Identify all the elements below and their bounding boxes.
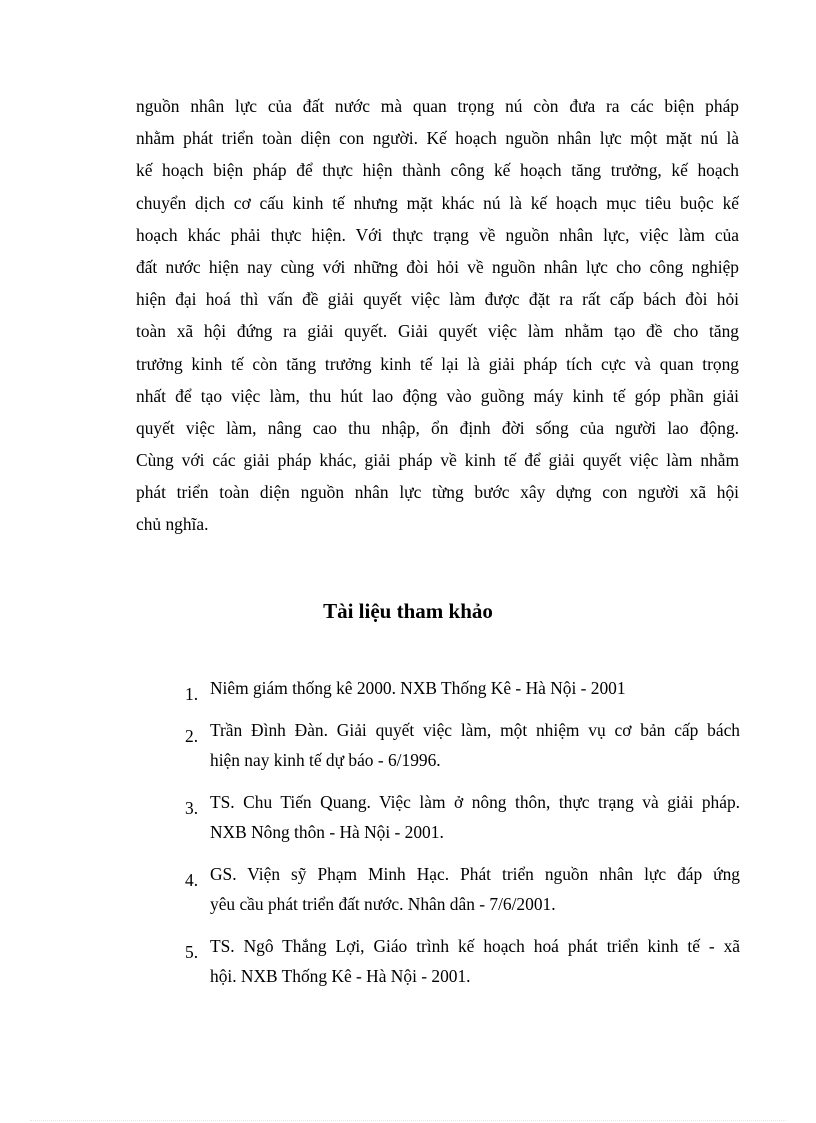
reference-number: 2. (185, 726, 199, 746)
paragraph-line: Cùng với các giải pháp khác, giải pháp về kinh tế để giải quyết việc làm nhằm (136, 450, 739, 471)
reference-text: GS. Viện sỹ Phạm Minh Hạc. Phát triển nguồn nhân lực đáp ứng (210, 864, 740, 884)
reference-text: yêu cầu phát triển đất nước. Nhân dân - 7/6/2001. (210, 894, 556, 914)
reference-text: TS. Ngô Thắng Lợi, Giáo trình kế hoạch hoá phát triển kinh tế - xã (210, 936, 740, 956)
reference-item (180, 862, 740, 922)
paragraph-line: chuyển dịch cơ cấu kinh tế nhưng mặt khác nú là kế hoạch mục tiêu buộc kế (136, 192, 739, 213)
paragraph-line: trưởng kinh tế còn tăng trưởng kinh tế lại là giải pháp tích cực và quan trọng (136, 353, 739, 374)
page-bottom-divider (30, 1120, 786, 1121)
paragraph-line: hoạch khác phải thực hiện. Với thực trạng về nguồn nhân lực, việc làm của (136, 224, 739, 245)
reference-number: 3. (185, 798, 199, 818)
reference-text: Niêm giám thống kê 2000. NXB Thống Kê - Hà Nội - 2001 (210, 678, 626, 698)
reference-text: Trần Đình Đàn. Giải quyết việc làm, một nhiệm vụ cơ bản cấp bách (210, 720, 740, 740)
paragraph-line: toàn xã hội đứng ra giải quyết. Giải quyết việc làm nhằm tạo đề cho tăng (136, 321, 739, 342)
reference-item (180, 934, 740, 994)
body-paragraph (136, 94, 739, 545)
reference-text: NXB Nông thôn - Hà Nội - 2001. (210, 822, 444, 842)
reference-item (180, 718, 740, 778)
reference-number: 1. (185, 684, 199, 704)
paragraph-line: đất nước hiện nay cùng với những đòi hỏi về nguồn nhân lực cho công nghiệp (136, 256, 739, 277)
reference-item (180, 790, 740, 850)
paragraph-line: hiện đại hoá thì vấn đề giải quyết việc làm được đặt ra rất cấp bách đòi hỏi (136, 289, 739, 310)
references-title: Tài liệu tham khảo (323, 599, 493, 623)
reference-number: 4. (185, 870, 199, 890)
paragraph-line: phát triển toàn diện nguồn nhân lực từng bước xây dựng con người xã hội (136, 482, 739, 503)
references-list (180, 676, 740, 1006)
paragraph-line: quyết việc làm, nâng cao thu nhập, ổn định đời sống của người lao động. (136, 417, 739, 438)
paragraph-line: nhằm phát triển toàn diện con người. Kế hoạch nguồn nhân lực một mặt nú là (136, 128, 739, 149)
reference-item (180, 676, 740, 706)
paragraph-line: kế hoạch biện pháp để thực hiện thành công kế hoạch tăng trưởng, kế hoạch (136, 160, 739, 181)
paragraph-line: nguồn nhân lực của đất nước mà quan trọng nú còn đưa ra các biện pháp (136, 96, 739, 116)
reference-text: hiện nay kinh tế dự báo - 6/1996. (210, 750, 441, 770)
reference-number: 5. (185, 942, 199, 962)
paragraph-line: chủ nghĩa. (136, 514, 209, 535)
paragraph-line: nhất để tạo việc làm, thu hút lao động vào guồng máy kinh tế góp phần giải (136, 385, 739, 406)
reference-text: TS. Chu Tiến Quang. Việc làm ở nông thôn, thực trạng và giải pháp. (210, 792, 740, 812)
reference-text: hội. NXB Thống Kê - Hà Nội - 2001. (210, 966, 471, 986)
